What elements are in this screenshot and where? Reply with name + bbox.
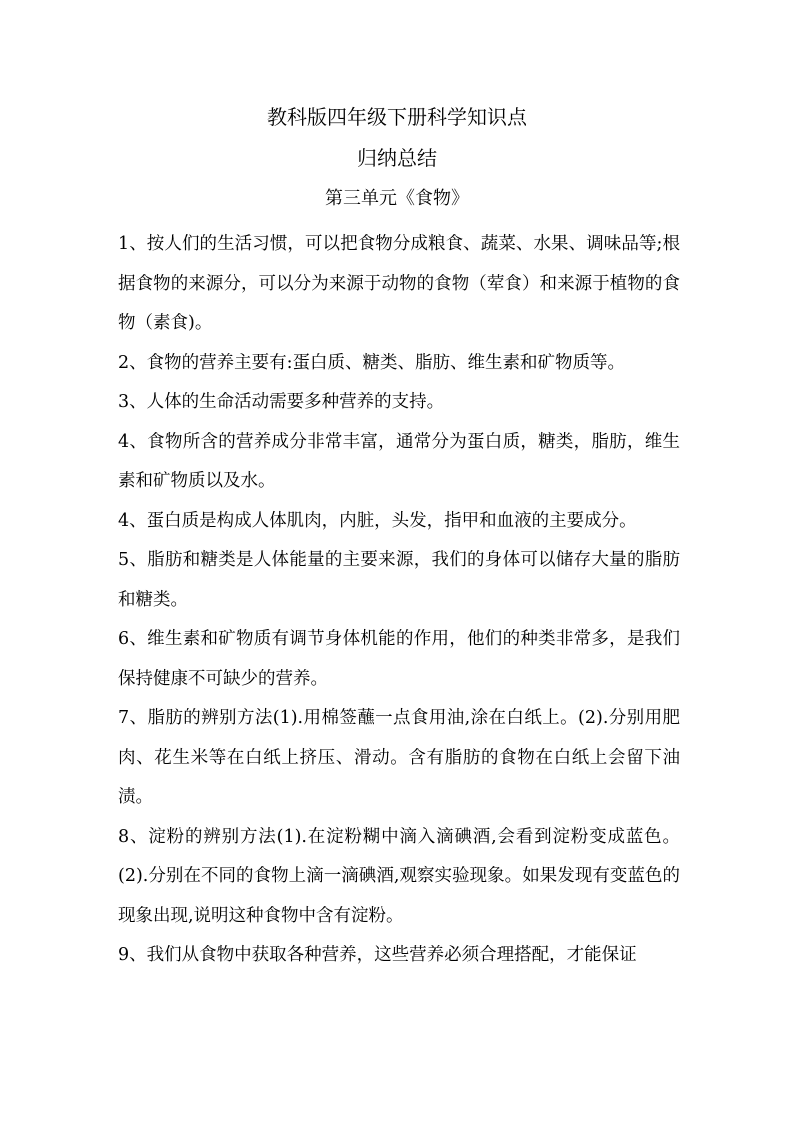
paragraph-4a: 4、食物所含的营养成分非常丰富，通常分为蛋白质，糖类，脂肪，维生素和矿物质以及水。 (118, 431, 680, 491)
paragraph-1: 1、按人们的生活习惯，可以把食物分成粮食、蔬菜、水果、调味品等;根据食物的来源分，可以分为来源于动物的食物（荤食）和来源于植物的食物（素食)。 (118, 234, 680, 333)
paragraph-8: 8、淀粉的辨别方法(1).在淀粉糊中滴入滴碘酒,会看到淀粉变成蓝色。(2).分别在不同的食物上滴一滴碘酒,观察实验现象。如果发现有变蓝色的现象出现,说明这种食物中含有淀粉。 (118, 826, 680, 926)
paragraph-3: 3、人体的生命活动需要多种营养的支持。 (118, 392, 445, 412)
paragraph-9: 9、我们从食物中获取各种营养，这些营养必须合理搭配，才能保证 (118, 945, 637, 965)
document-subtitle: 归纳总结 (357, 146, 437, 170)
document-title: 教科版四年级下册科学知识点 (267, 105, 527, 129)
paragraph-5: 5、脂肪和糖类是人体能量的主要来源，我们的身体可以储存大量的脂肪和糖类。 (118, 550, 680, 610)
paragraph-4b: 4、蛋白质是构成人体肌肉，内脏，头发，指甲和血液的主要成分。 (118, 510, 637, 531)
paragraph-7: 7、脂肪的辨别方法(1).用棉签蘸一点食用油,涂在白纸上。(2).分别用肥肉、花生米等在白纸上挤压、滑动。含有脂肪的食物在白纸上会留下油渍。 (118, 708, 680, 807)
document-body (118, 225, 680, 976)
paragraph-2: 2、食物的营养主要有:蛋白质、糖类、脂肪、维生素和矿物质等。 (118, 352, 626, 373)
unit-heading: 第三单元《食物》 (325, 188, 469, 209)
paragraph-6: 6、维生素和矿物质有调节身体机能的作用，他们的种类非常多，是我们保持健康不可缺少的营养。 (118, 629, 680, 689)
